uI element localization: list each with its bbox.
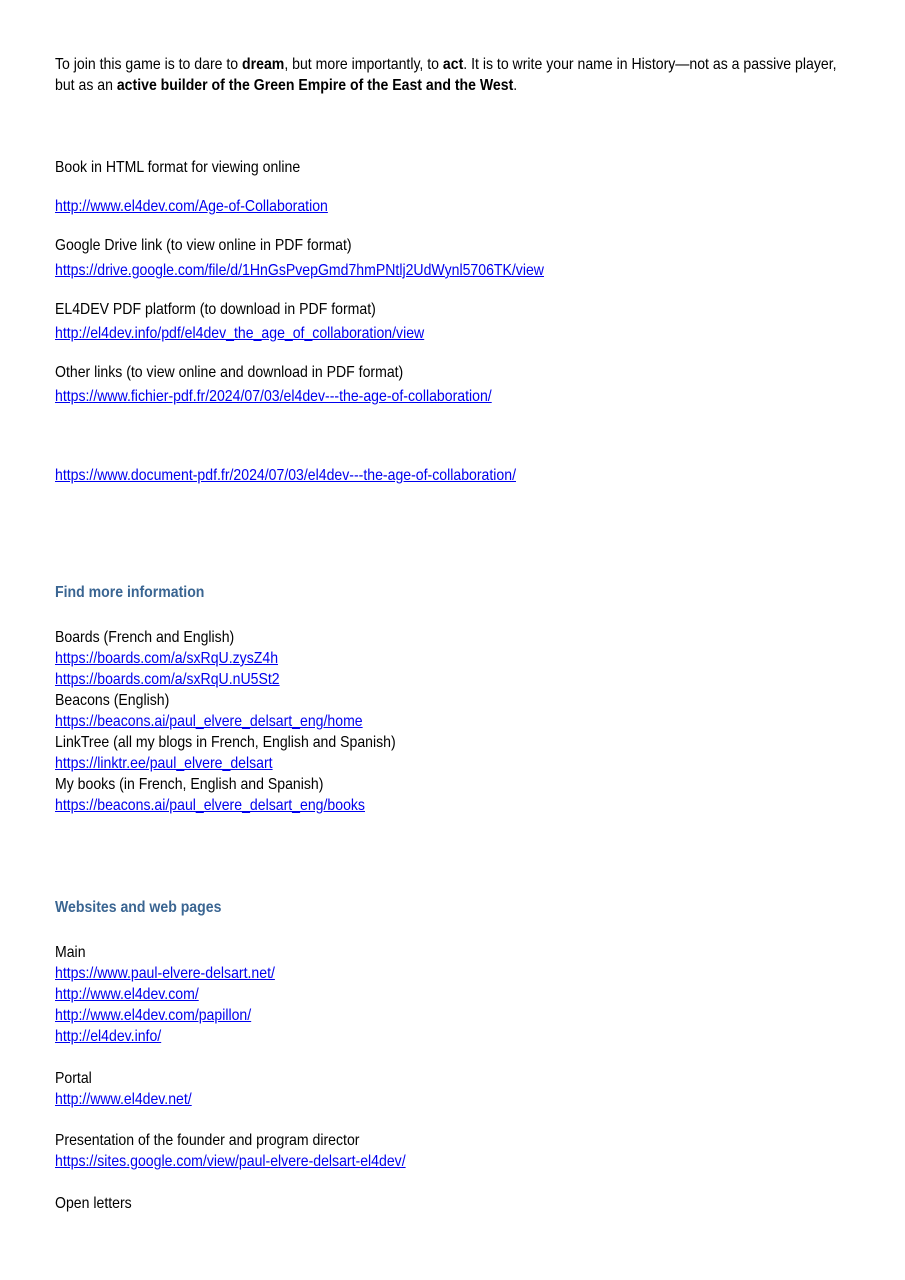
websites-heading: Websites and web pages — [55, 899, 222, 916]
boards-link-1[interactable]: https://boards.com/a/sxRqU.zysZ4h — [55, 650, 279, 667]
fichier-pdf-link[interactable]: https://www.fichier-pdf.fr/2024/07/03/el4dev---the-age-of-collaboration/ — [55, 388, 492, 405]
other-links-label: Other links (to view online and download in PDF format) — [55, 364, 404, 381]
main-label: Main — [55, 944, 86, 961]
intro-bold-builder: active builder of the Green Empire of the East and the West — [116, 77, 514, 94]
intro-bold-dream: dream — [242, 56, 285, 73]
html-book-link[interactable]: http://www.el4dev.com/Age-of-Collaboration — [55, 198, 328, 215]
intro-text-1: To join this game is to dare to — [55, 56, 243, 73]
beacons-label: Beacons (English) — [55, 692, 170, 709]
portal-label: Portal — [55, 1070, 92, 1087]
intro-paragraph — [55, 54, 838, 96]
boards-link-2[interactable]: https://boards.com/a/sxRqU.nU5St2 — [55, 671, 280, 688]
el4dev-pdf-link[interactable]: http://el4dev.info/pdf/el4dev_the_age_of_collaboration/view — [55, 325, 425, 342]
find-more-heading: Find more information — [55, 584, 205, 601]
intro-text-2: , but more importantly, to — [284, 56, 443, 73]
google-drive-link[interactable]: https://drive.google.com/file/d/1HnGsPvepGmd7hmPNtlj2UdWynl5706TK/view — [55, 262, 544, 279]
open-letters-label: Open letters — [55, 1195, 132, 1212]
main-link-2[interactable]: http://www.el4dev.com/ — [55, 986, 199, 1003]
boards-label: Boards (French and English) — [55, 629, 235, 646]
founder-link[interactable]: https://sites.google.com/view/paul-elvere-delsart-el4dev/ — [55, 1153, 406, 1170]
intro-text-3: . It is to write your name in History—not as a passive player, but as an — [55, 56, 837, 94]
portal-link[interactable]: http://www.el4dev.net/ — [55, 1091, 192, 1108]
linktree-label: LinkTree (all my blogs in French, English and Spanish) — [55, 734, 396, 751]
intro-text-4: . — [513, 77, 518, 94]
main-link-3[interactable]: http://www.el4dev.com/papillon/ — [55, 1007, 252, 1024]
el4dev-pdf-label: EL4DEV PDF platform (to download in PDF format) — [55, 301, 376, 318]
google-drive-label: Google Drive link (to view online in PDF format) — [55, 237, 352, 254]
my-books-label: My books (in French, English and Spanish) — [55, 776, 324, 793]
founder-label: Presentation of the founder and program director — [55, 1132, 360, 1149]
main-link-1[interactable]: https://www.paul-elvere-delsart.net/ — [55, 965, 275, 982]
main-link-4[interactable]: http://el4dev.info/ — [55, 1028, 162, 1045]
my-books-link[interactable]: https://beacons.ai/paul_elvere_delsart_eng/books — [55, 797, 365, 814]
intro-bold-act: act — [442, 56, 464, 73]
document-pdf-link[interactable]: https://www.document-pdf.fr/2024/07/03/el4dev---the-age-of-collaboration/ — [55, 467, 516, 484]
html-book-label: Book in HTML format for viewing online — [55, 159, 301, 176]
linktree-link[interactable]: https://linktr.ee/paul_elvere_delsart — [55, 755, 273, 772]
beacons-link[interactable]: https://beacons.ai/paul_elvere_delsart_eng/home — [55, 713, 363, 730]
